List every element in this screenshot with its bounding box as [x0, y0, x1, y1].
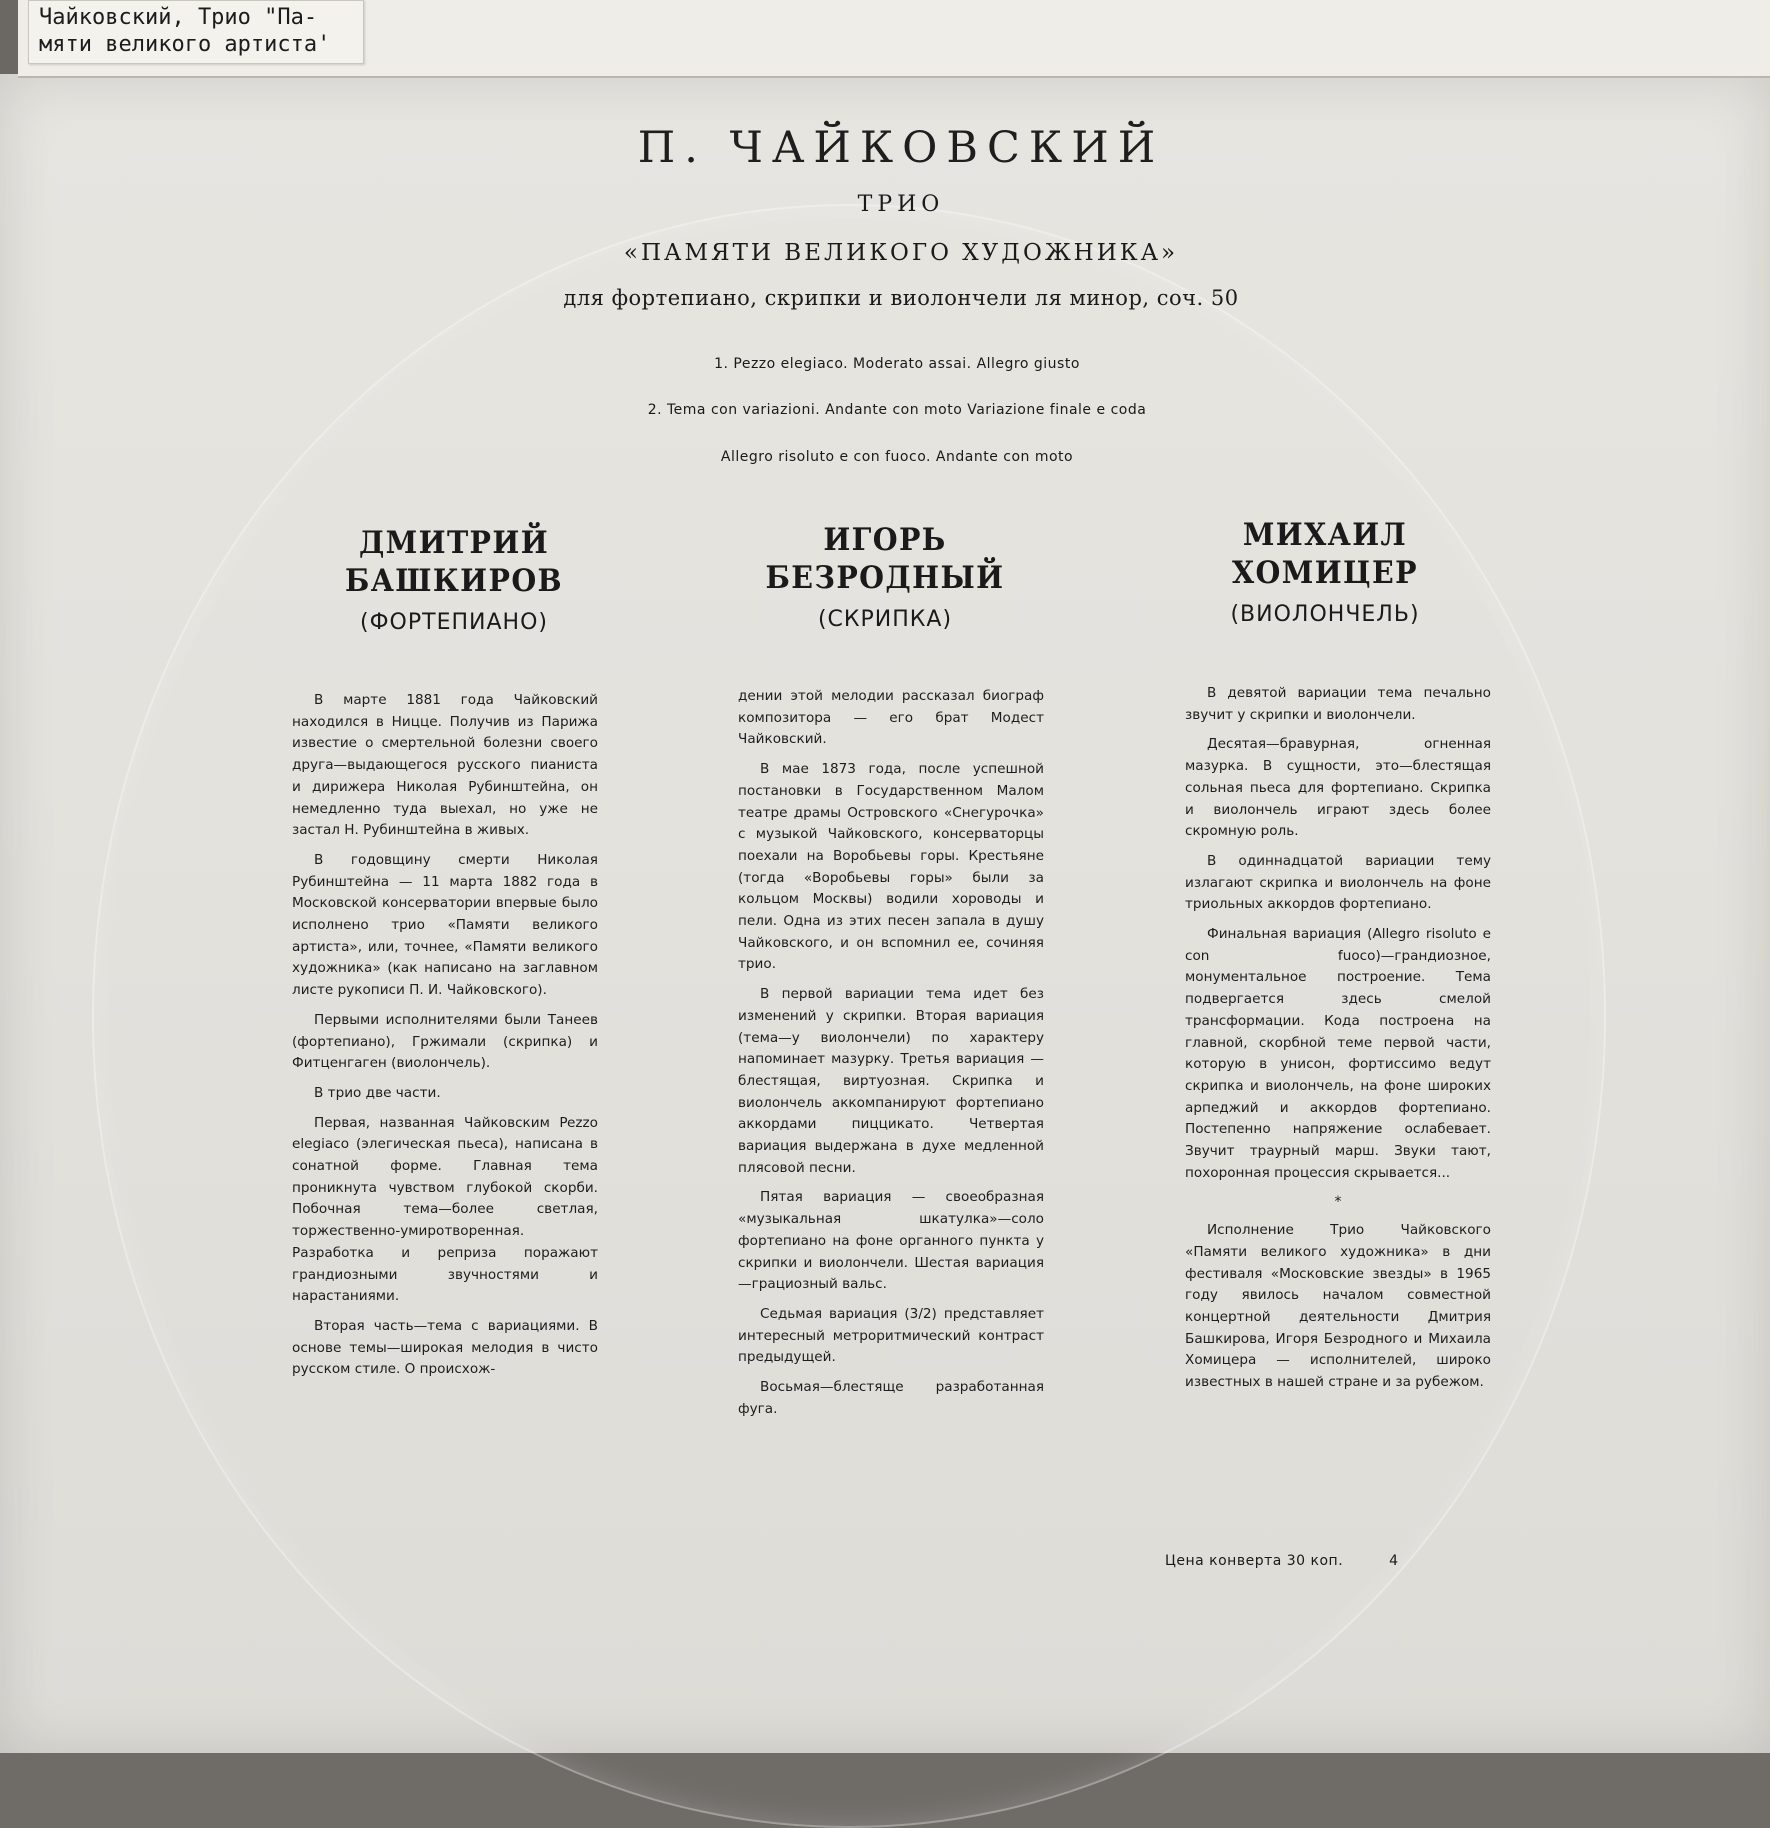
paragraph: Исполнение Трио Чайковского «Памяти великого художника» в дни фестиваля «Московские звезды» в 1965 году явилось началом совместной концертной деятельности Дмитрия Башкирова, Игоря Безродного и Михаила Хомицера — исполнителей, широко известных в нашей стране и за рубежом. — [1185, 1222, 1491, 1391]
liner-notes-column-1 — [292, 690, 598, 1389]
work-genre: ТРИО — [857, 192, 945, 217]
performer-instrument: (СКРИПКА) — [817, 607, 953, 632]
composer-name: П. ЧАЙКОВСКИЙ — [637, 123, 1165, 173]
performer-first-name: ИГОРЬ — [823, 522, 947, 558]
footer — [1165, 1553, 1399, 1569]
movement-2-continued: Allegro risoluto e con fuoco. Andante con moto — [720, 449, 1074, 465]
work-instrumentation: для фортепиано, скрипки и виолончели ля минор, соч. 50 — [563, 286, 1239, 310]
performer-last-name: БЕЗРОДНЫЙ — [765, 560, 1005, 596]
library-label-line-2: мяти великого артиста' — [39, 32, 331, 57]
liner-notes-column-3 — [1185, 683, 1491, 1402]
paragraph: В первой вариации тема идет без изменений у скрипки. Вторая вариация (тема—у виолончели) по характеру напоминает мазурку. Третья вариация — блестящая, виртуозная. Скрипка и виолончель аккомпанируют фортепиано аккордами пиццикато. Четвертая вариация выдержана в духе медленной плясовой песни. — [738, 986, 1044, 1176]
work-dedication: «ПАМЯТИ ВЕЛИКОГО ХУДОЖНИКА» — [623, 240, 1179, 266]
library-label — [28, 0, 364, 64]
paragraph: Вторая часть—тема с вариациями. В основе темы—широкая мелодия в чисто русском стиле. О происхож- — [292, 1317, 598, 1378]
paragraph: Финальная вариация (Allegro risoluto e con fuoco)—грандиозное, монументальное построение. Тема подвергается здесь смелой трансформации. Кода построена на главной, скорбной теме первой части, которую в унисон, фортиссимо ведут скрипка и виолончель, на фоне широких арпеджий и аккордов фортепиано. Постепенно напряжение ослабевает. Звучит траурный марш. Звуки тают, похоронная процессия скрывается... — [1185, 926, 1491, 1181]
performer-instrument: (ФОРТЕПИАНО) — [360, 610, 548, 635]
paragraph: Первая, названная Чайковским Pezzo elegiaco (элегическая пьеса), написана в сонатной форме. Главная тема проникнута чувством глубокой скорби. Побочная тема—более светлая, торжественно-умиротворенная. Разработка и реприза поражают грандиозными звучностями и нарастаниями. — [292, 1114, 598, 1305]
performer-first-name: ДМИТРИЙ — [358, 525, 550, 561]
performer-piano — [274, 524, 634, 635]
library-label-line-1: Чайковский, Трио "Па- — [39, 5, 318, 30]
performer-last-name: БАШКИРОВ — [344, 563, 564, 599]
liner-notes-column-2 — [738, 686, 1044, 1429]
paragraph: В девятой вариации тема печально звучит у скрипки и виолончели. — [1185, 685, 1491, 723]
performer-violin — [705, 521, 1065, 632]
movement-1: 1. Pezzo elegiaco. Moderato assai. Allegro giusto — [714, 356, 1080, 372]
movement-2: 2. Tema con variazioni. Andante con moto Variazione finale e coda — [647, 402, 1147, 418]
paragraph: Первыми исполнителями были Танеев (фортепиано), Гржимали (скрипка) и Фитценгаген (виолончель). — [292, 1011, 598, 1072]
performer-cello — [1145, 516, 1505, 627]
paragraph: В годовщину смерти Николая Рубинштейна — 11 марта 1882 года в Московской консерватории впервые было исполнено трио «Памяти великого артиста», или, точнее, «Памяти великого художника» (как написано на заглавном листе рукописи П. И. Чайковского). — [292, 851, 598, 999]
performer-instrument: (ВИОЛОНЧЕЛЬ) — [1230, 602, 1420, 627]
performer-last-name: ХОМИЦЕР — [1232, 555, 1418, 591]
section-divider-asterisk: * — [1334, 1194, 1342, 1211]
paragraph: Пятая вариация — своеобразная «музыкальная шкатулка»—соло фортепиано на фоне органного пункта у скрипки и виолончели. Шестая вариация—грациозный вальс. — [738, 1189, 1044, 1293]
paragraph: В марте 1881 года Чайковский находился в Ницце. Получив из Парижа известие о смертельной болезни своего друга—выдающегося русского пианиста и дирижера Николая Рубинштейна, он немедленно туда выехал, но уже не застал Н. Рубинштейна в живых. — [292, 692, 598, 839]
paragraph: Восьмая—блестяще разработанная фуга. — [738, 1379, 1044, 1417]
performer-first-name: МИХАИЛ — [1242, 517, 1408, 553]
paragraph: Седьмая вариация (3/2) представляет интересный метроритмический контраст предыдущей. — [738, 1305, 1044, 1366]
sleeve-price: Цена конверта 30 коп. — [1165, 1553, 1344, 1569]
paragraph: В мае 1873 года, после успешной постановки в Государственном Малом театре драмы Островского «Снегурочка» с музыкой Чайковского, консерваторцы поехали на Воробьевы горы. Крестьяне (тогда «Воробьевы горы» были за кольцом Москвы) водили хороводы и пели. Одна из этих песен запала в душу Чайковского, и он вспомнил ее, сочиняя трио. — [738, 761, 1044, 973]
page-number: 4 — [1389, 1553, 1399, 1569]
paragraph: В одиннадцатой вариации тему излагают скрипка и виолончель на фоне триольных аккордов фортепиано. — [1185, 852, 1491, 913]
paragraph: дении этой мелодии рассказал биограф композитора — его брат Модест Чайковский. — [738, 688, 1044, 748]
paragraph: В трио две части. — [314, 1084, 441, 1101]
paragraph: Десятая—бравурная, огненная мазурка. В сущности, это—блестящая сольная пьеса для фортепиано. Скрипка и виолончель играют здесь более скромную роль. — [1185, 736, 1491, 840]
